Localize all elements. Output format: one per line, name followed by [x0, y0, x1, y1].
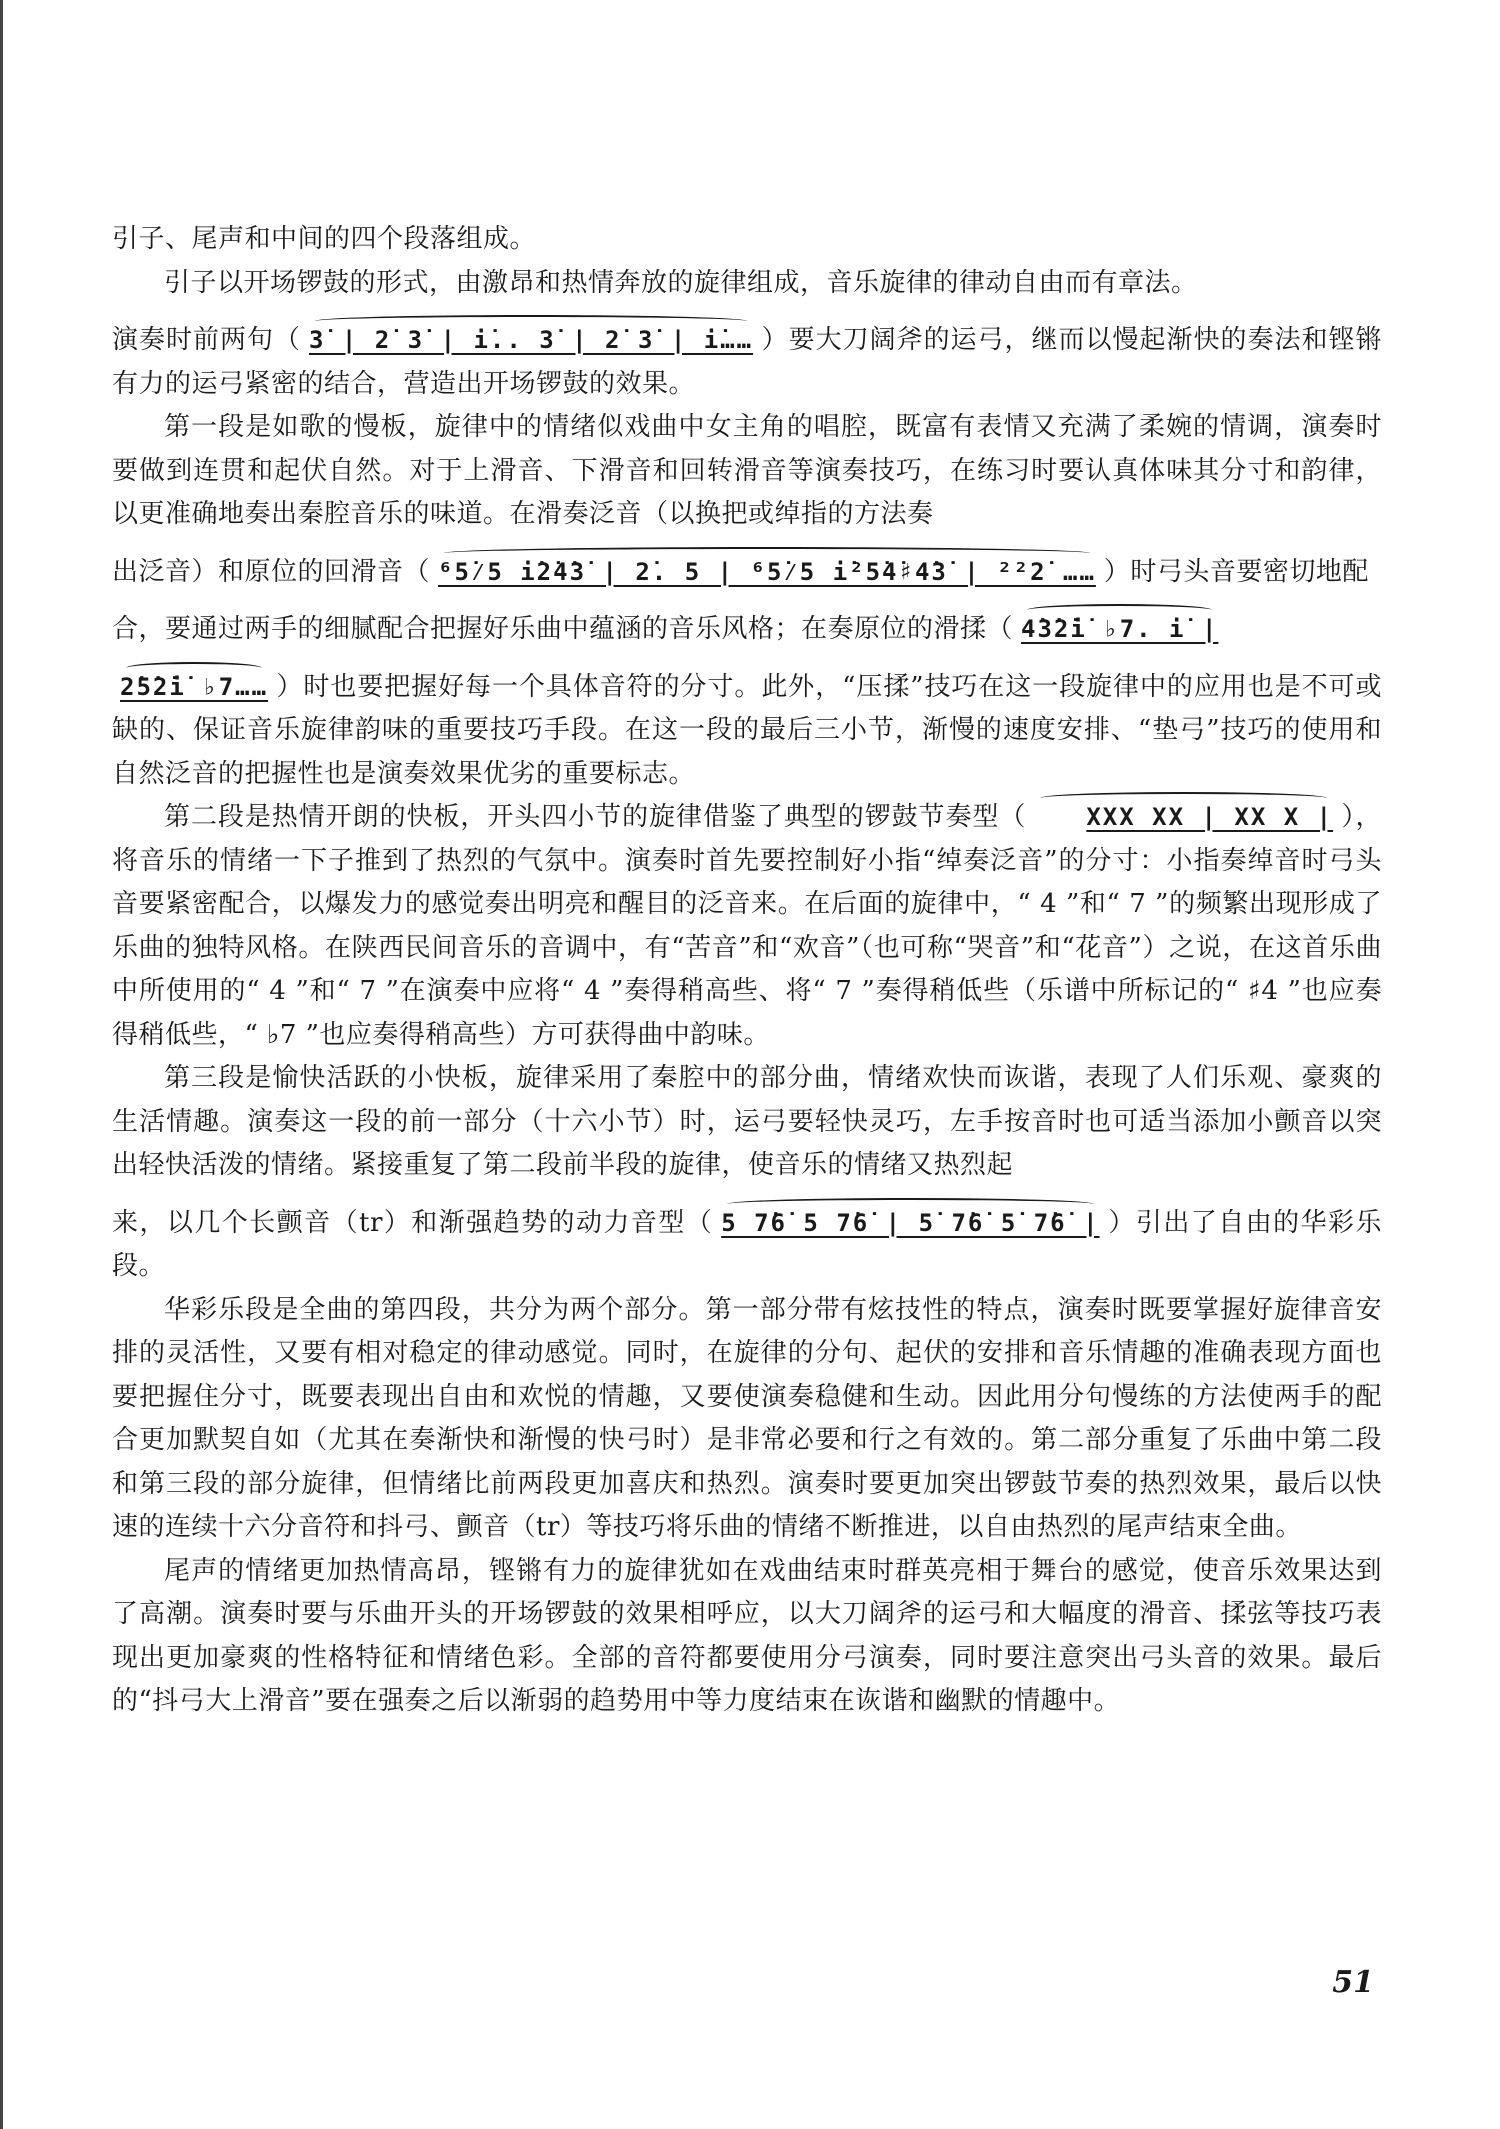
- page-body: [112, 218, 1382, 1724]
- page-number: 51: [1332, 1965, 1374, 2000]
- tremolo-notation: 5 7̇6̇ 5 7̇6̇ | 5̇ 7̇6̇ 5̇ 7̇6̇ |: [713, 1202, 1107, 1246]
- paragraph-section-1-end: [112, 666, 1382, 797]
- intro-text-after: ）要大刀阔斧的运弓，继而以慢起渐快的奏法: [761, 325, 1302, 355]
- tremolo-text-after: ）引出了自由的华彩乐段。: [112, 1207, 1382, 1281]
- section-3-text: 第三段是愉快活跃的小快板，旋律采用了秦腔中的部分曲，情绪欢快而诙谐，表现了人们乐观、豪爽的生活情趣。演奏这一段的前一部分（十六小节）时，运弓要轻快灵巧，左手按音时也可适当添加小颤音以突出轻快活泼的情绪。紧接重复了第二段前半段的旋律，使音乐的情绪又热烈起: [112, 1063, 1382, 1180]
- slide-notation: ⁶5̇⁄5 i̇2̇4̇3̇ | 2̇. 5 | ⁶5̇⁄5 i̇²5̇4̇♯4̇3̇ | ²²2̇ ……: [430, 551, 1104, 595]
- paragraph-section-3: [112, 1057, 1382, 1188]
- rub-notation: 4̇3̇2̇i̇ ♭7. i̇ |: [1013, 608, 1226, 652]
- paragraph-section-1-rub: [112, 608, 1382, 652]
- paragraph-continuation: 引子、尾声和中间的四个段落组成。: [112, 224, 537, 254]
- intro-text-line2: 和铿锵有力的运弓紧密的结合，营造出开场锣鼓的效果。: [112, 325, 1382, 399]
- paragraph-intro-notation: [112, 319, 1382, 406]
- intro-text-before: 演奏时前两句（: [112, 325, 301, 355]
- rub-text-before: 合，要通过两手的细腻配合把握好乐曲中蕴涵的音乐风格；在奏原位的滑揉（: [112, 614, 1014, 644]
- gong-rhythm-notation: XXX XX | XX X |: [1026, 796, 1341, 840]
- paragraph-section-2: [112, 796, 1382, 1057]
- paragraph-cadenza: 华彩乐段是全曲的第四段，共分为两个部分。第一部分带有炫技性的特点，演奏时既要掌握好旋律音安排的灵活性，又要有相对稳定的律动感觉。同时，在旋律的分句、起伏的安排和音乐情趣的准确表现方面也要把握住分寸，既要表现出自由和欢悦的情趣，又要使演奏稳健和生动。因此用分句慢练的方法使两手的配合更加默契自如（尤其在奏渐快和渐慢的快弓时）是非常必要和行之有效的。第二部分重复了乐曲中第二段和第三段的部分旋律，但情绪比前两段更加喜庆和热烈。演奏时要更加突出锣鼓节奏的热烈效果，最后以快速的连续十六分音符和抖弓、颤音（tr）等技巧将乐曲的情绪不断推进，以自由热烈的尾声结束全曲。: [112, 1294, 1382, 1542]
- paragraph-section-3-notation: [112, 1202, 1382, 1289]
- paragraph-intro: 引子以开场锣鼓的形式，由激昂和热情奔放的旋律组成，音乐旋律的律动自由而有章法。: [164, 267, 1198, 298]
- slide-text-after: ）时弓头音要密切地配: [1103, 556, 1369, 587]
- paragraph-section-1-notation: [112, 551, 1382, 595]
- intro-notation: 3̇ | 2̇ 3̇ | i̇.. 3̇ | 2̇ 3̇ | i̇……: [301, 319, 761, 363]
- paragraph-section-1: 第一段是如歌的慢板，旋律中的情绪似戏曲中女主角的唱腔，既富有表情又充满了柔婉的情调，演奏时要做到连贯和起伏自然。对于上滑音、下滑音和回转滑音等演奏技巧，在练习时要认真体味其分寸和韵律，以更准确地奏出秦腔音乐的味道。在滑奏泛音（以换把或绰指的方法奏: [112, 412, 1382, 529]
- paragraph-coda: 尾声的情绪更加热情高昂，铿锵有力的旋律犹如在戏曲结束时群英亮相于舞台的感觉，使音乐效果达到了高潮。演奏时要与乐曲开头的开场锣鼓的效果相呼应，以大刀阔斧的运弓和大幅度的滑音、揉弦等技巧表现出更加豪爽的性格特征和情绪色彩。全部的音符都要使用分弓演奏，同时要注意突出弓头音的效果。最后的“抖弓大上滑音”要在强奏之后以渐弱的趋势用中等力度结束在诙谐和幽默的情趣中。: [112, 1555, 1382, 1716]
- slide-text-before: 出泛音）和原位的回滑音（: [112, 556, 431, 587]
- section-2-text-after: ），将音乐的情绪一下子推到了热烈的气氛中。演奏时首先要控制好小指“绰奏泛音”的分寸：小指奏绰音时弓头音要紧密配合，以爆发力的感觉奏出明亮和醒目的泛音来。在后面的旋律中，“ 4 ”和“ 7 ”的频繁出现形成了乐曲的独特风格。在陕西民间音乐的音调中，有“苦音”和“欢音”（也可称“哭音”和“花音”）之说，在这首乐曲中所使用的“ 4 ”和“ 7 ”在演奏中应将“ 4 ”奏得稍高些、将“ 7 ”奏得稍低些（乐谱中所标记的“ ♯4 ”也应奏得稍低些，“ ♭7 ”也应奏得稍高些）方可获得曲中韵味。: [112, 802, 1382, 1050]
- rub-notation-2: 2̇5̇2̇i̇ ♭7……: [112, 666, 276, 710]
- page-edge: [0, 0, 3, 2129]
- section-2-text-before: 第二段是热情开朗的快板，开头四小节的旋律借鉴了典型的锣鼓节奏型（: [164, 802, 1027, 832]
- rub-text-after: ）时也要把握好每一个具体音符的分寸。此外，“压揉”技巧在这一段旋律中的应用也是不可或缺的、保证音乐旋律韵味的重要技巧手段。在这一段的最后三小节，渐慢的速度安排、“垫弓”技巧的使用和自然泛音的把握性也是演奏效果优劣的重要标志。: [112, 671, 1382, 789]
- tremolo-text-before: 来，以几个长颤音（tr）和渐强趋势的动力音型（: [112, 1207, 714, 1238]
